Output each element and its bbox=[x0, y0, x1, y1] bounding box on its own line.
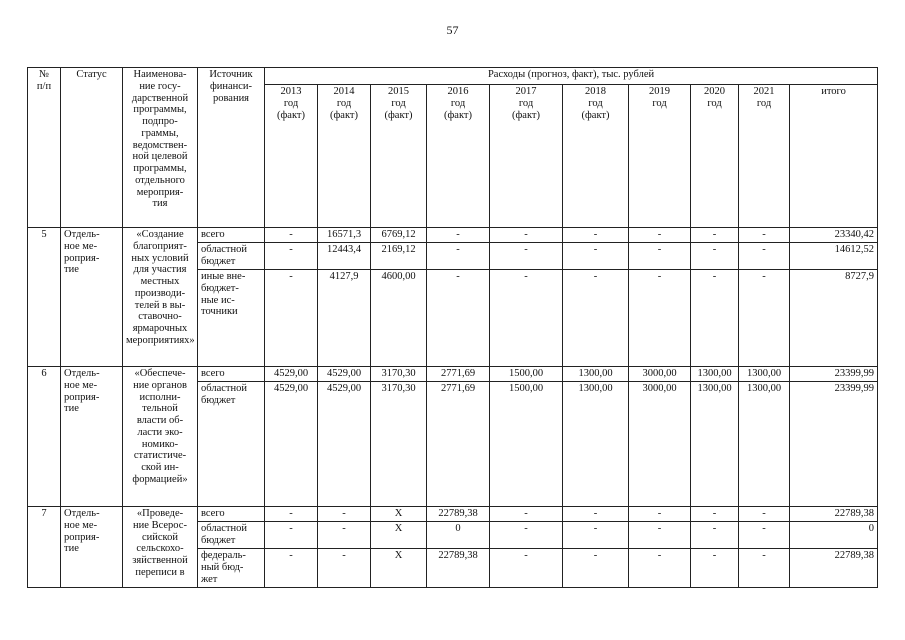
row-value: - bbox=[629, 507, 691, 522]
row-value: - bbox=[427, 243, 490, 270]
header-expenses: Расходы (прогноз, факт), тыс. рублей bbox=[265, 68, 878, 85]
row-total: 22789,38 bbox=[790, 549, 878, 588]
header-name: Наименова- ние госу- дарственной программы, подпро- граммы, ведомствен- ной целевой программы, отдельного мероприя- тия bbox=[123, 68, 198, 228]
row-value: - bbox=[490, 522, 563, 549]
row-total: 23399,99 bbox=[790, 367, 878, 382]
row-total: 14612,52 bbox=[790, 243, 878, 270]
row-source: областной бюджет bbox=[198, 382, 265, 507]
row-total: 8727,9 bbox=[790, 270, 878, 367]
row-name: «Проведе- ние Всерос- сийской сельскохо- зяйственной переписи в bbox=[123, 507, 198, 588]
row-value: - bbox=[629, 522, 691, 549]
row-value: 2771,69 bbox=[427, 367, 490, 382]
row-value: - bbox=[563, 243, 629, 270]
row-value: 2169,12 bbox=[371, 243, 427, 270]
row-number: 7 bbox=[28, 507, 61, 588]
table-row bbox=[28, 228, 878, 243]
row-source: областной бюджет bbox=[198, 243, 265, 270]
header-year: 2013 год (факт) bbox=[265, 85, 318, 228]
row-value: - bbox=[490, 270, 563, 367]
row-value: - bbox=[739, 549, 790, 588]
row-value: - bbox=[265, 522, 318, 549]
row-source: всего bbox=[198, 507, 265, 522]
row-value: Х bbox=[371, 507, 427, 522]
row-value: 3000,00 bbox=[629, 367, 691, 382]
row-total: 0 bbox=[790, 522, 878, 549]
row-value: 16571,3 bbox=[318, 228, 371, 243]
header-year: 2015 год (факт) bbox=[371, 85, 427, 228]
row-value: - bbox=[490, 507, 563, 522]
row-value: - bbox=[563, 507, 629, 522]
row-value: 1300,00 bbox=[563, 367, 629, 382]
row-name: «Обеспече- ние органов исполни- тельной власти об- ласти эко- номико- статистиче- ской ин- формацией» bbox=[123, 367, 198, 507]
row-value: Х bbox=[371, 522, 427, 549]
row-value: - bbox=[318, 549, 371, 588]
header-year: 2021 год bbox=[739, 85, 790, 228]
row-value: 4529,00 bbox=[265, 382, 318, 507]
row-value: - bbox=[739, 228, 790, 243]
row-value: 1500,00 bbox=[490, 382, 563, 507]
row-value: 1300,00 bbox=[739, 382, 790, 507]
row-value: - bbox=[563, 549, 629, 588]
row-total: 23340,42 bbox=[790, 228, 878, 243]
header-year: 2014 год (факт) bbox=[318, 85, 371, 228]
row-value: 6769,12 bbox=[371, 228, 427, 243]
row-value: 4529,00 bbox=[265, 367, 318, 382]
row-source: федераль- ный бюд- жет bbox=[198, 549, 265, 588]
row-value: 0 bbox=[427, 522, 490, 549]
row-value: 3000,00 bbox=[629, 382, 691, 507]
row-value: 1300,00 bbox=[691, 367, 739, 382]
row-source: всего bbox=[198, 228, 265, 243]
expenses-table bbox=[27, 67, 878, 588]
row-value: - bbox=[691, 549, 739, 588]
row-value: - bbox=[563, 522, 629, 549]
row-value: - bbox=[691, 270, 739, 367]
row-value: - bbox=[629, 270, 691, 367]
row-value: - bbox=[427, 228, 490, 243]
row-value: - bbox=[691, 228, 739, 243]
row-value: - bbox=[563, 228, 629, 243]
row-status: Отдель- ное ме- роприя- тие bbox=[61, 367, 123, 507]
header-total: итого bbox=[790, 85, 878, 228]
row-value: - bbox=[490, 228, 563, 243]
row-value: - bbox=[629, 549, 691, 588]
row-value: 1300,00 bbox=[739, 367, 790, 382]
row-value: 4600,00 bbox=[371, 270, 427, 367]
row-value: - bbox=[490, 549, 563, 588]
row-value: - bbox=[739, 522, 790, 549]
table-body bbox=[28, 228, 878, 588]
header-no: № п/п bbox=[28, 68, 61, 228]
row-value: - bbox=[629, 228, 691, 243]
row-value: - bbox=[318, 522, 371, 549]
row-value: 4127,9 bbox=[318, 270, 371, 367]
row-name: «Создание благоприят- ных условий для участия местных производи- телей в вы- ставочно- ярмарочных мероприятиях» bbox=[123, 228, 198, 367]
row-value: Х bbox=[371, 549, 427, 588]
header-year: 2019 год bbox=[629, 85, 691, 228]
row-value: 4529,00 bbox=[318, 367, 371, 382]
row-value: - bbox=[739, 507, 790, 522]
row-value: - bbox=[691, 522, 739, 549]
header-status: Статус bbox=[61, 68, 123, 228]
row-value: - bbox=[265, 228, 318, 243]
row-value: 22789,38 bbox=[427, 507, 490, 522]
row-value: - bbox=[691, 507, 739, 522]
row-value: - bbox=[265, 270, 318, 367]
row-value: - bbox=[265, 507, 318, 522]
row-total: 22789,38 bbox=[790, 507, 878, 522]
row-number: 6 bbox=[28, 367, 61, 507]
header-year: 2016 год (факт) bbox=[427, 85, 490, 228]
header-year: 2017 год (факт) bbox=[490, 85, 563, 228]
row-value: 4529,00 bbox=[318, 382, 371, 507]
row-value: - bbox=[265, 243, 318, 270]
row-value: 22789,38 bbox=[427, 549, 490, 588]
row-value: - bbox=[739, 243, 790, 270]
row-source: областной бюджет bbox=[198, 522, 265, 549]
row-value: 3170,30 bbox=[371, 382, 427, 507]
row-value: - bbox=[265, 549, 318, 588]
table-row bbox=[28, 367, 878, 382]
row-value: - bbox=[563, 270, 629, 367]
row-value: - bbox=[739, 270, 790, 367]
row-number: 5 bbox=[28, 228, 61, 367]
row-value: 1500,00 bbox=[490, 367, 563, 382]
row-value: - bbox=[490, 243, 563, 270]
row-value: 1300,00 bbox=[563, 382, 629, 507]
row-value: 12443,4 bbox=[318, 243, 371, 270]
row-value: - bbox=[427, 270, 490, 367]
row-value: 1300,00 bbox=[691, 382, 739, 507]
row-value: - bbox=[691, 243, 739, 270]
page-number: 57 bbox=[446, 23, 459, 37]
row-source: всего bbox=[198, 367, 265, 382]
row-value: - bbox=[318, 507, 371, 522]
row-status: Отдель- ное ме- роприя- тие bbox=[61, 507, 123, 588]
row-status: Отдель- ное ме- роприя- тие bbox=[61, 228, 123, 367]
row-value: - bbox=[629, 243, 691, 270]
header-year: 2018 год (факт) bbox=[563, 85, 629, 228]
row-value: 2771,69 bbox=[427, 382, 490, 507]
row-total: 23399,99 bbox=[790, 382, 878, 507]
row-value: 3170,30 bbox=[371, 367, 427, 382]
row-source: иные вне- бюджет- ные ис- точники bbox=[198, 270, 265, 367]
table-row bbox=[28, 507, 878, 522]
header-source: Источник финанси- рования bbox=[198, 68, 265, 228]
header-year: 2020 год bbox=[691, 85, 739, 228]
